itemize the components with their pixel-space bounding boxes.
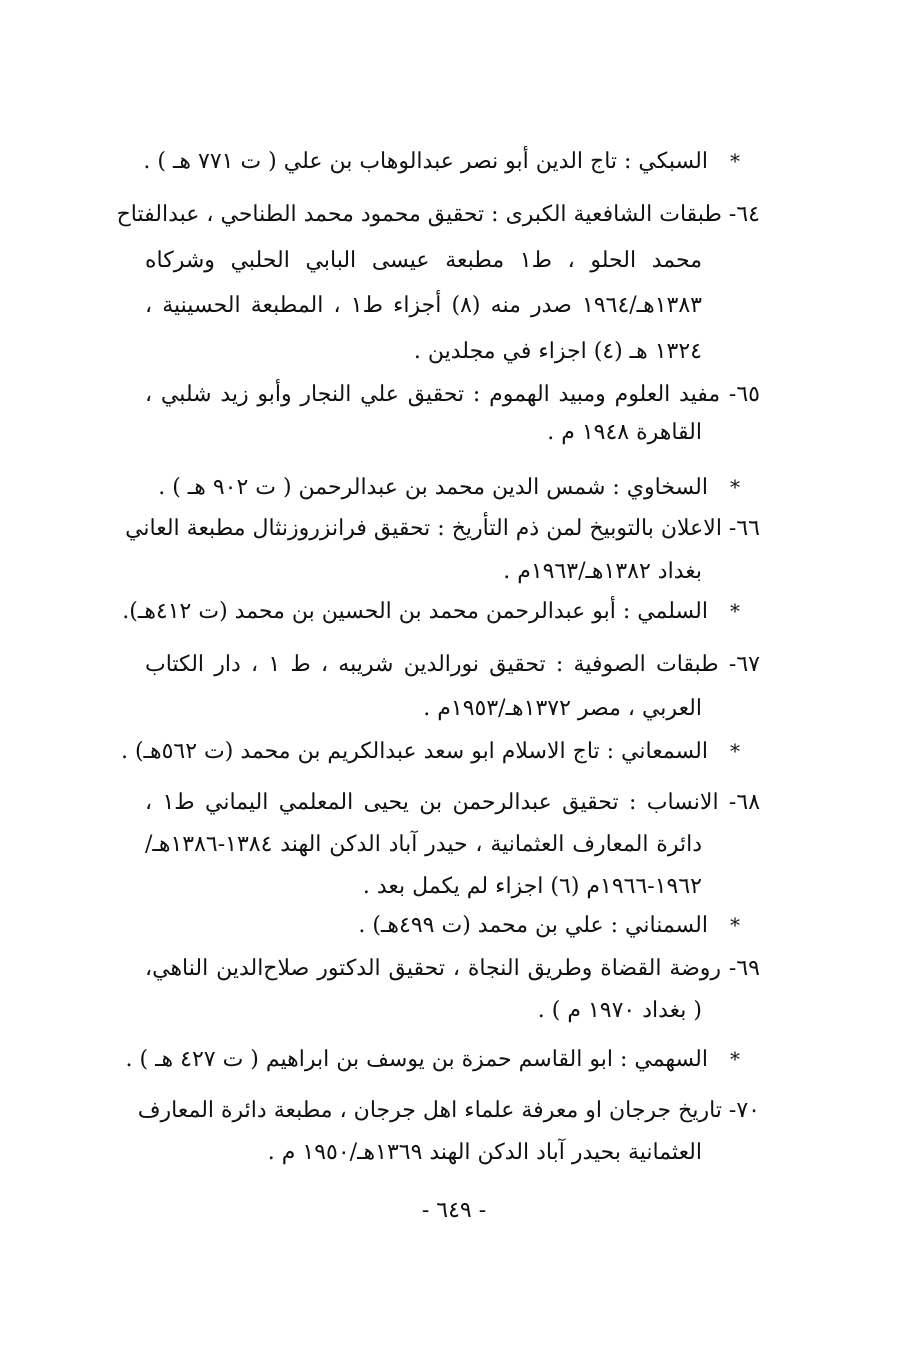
author-heading-sahmi: *السهمي : ابو القاسم حمزة بن يوسف بن ابراهيم ( ت ٤٢٧ هـ ) .	[126, 1044, 740, 1075]
author-heading-samani: *السمعاني : تاج الاسلام ابو سعد عبدالكريم بن محمد (ت ٥٦٢هـ) .	[121, 736, 740, 767]
star-bullet-icon: *	[730, 599, 740, 623]
entry-64-line-4: ١٣٢٤ هـ (٤) اجزاء في مجلدين .	[413, 339, 702, 364]
entry-65-line-2: القاهرة ١٩٤٨ م .	[547, 420, 702, 445]
entry-66-line-1: ٦٦- الاعلان بالتوبيخ لمن ذم التأريخ : تحقيق فرانزروزنثال مطبعة العاني	[125, 516, 760, 541]
entry-70-line-1: ٧٠- تاريخ جرجان او معرفة علماء اهل جرجان ، مطبعة دائرة المعارف	[137, 1098, 760, 1123]
star-bullet-icon: *	[730, 475, 740, 499]
star-bullet-icon: *	[730, 739, 740, 763]
author-heading-sulami: *السلمي : أبو عبدالرحمن محمد بن الحسين بن محمد (ت ٤١٢هـ).	[122, 596, 740, 627]
entry-64-line-1: ٦٤- طبقات الشافعية الكبرى : تحقيق محمود محمد الطناحي ، عبدالفتاح	[116, 202, 760, 227]
entry-68-line-3: ١٩٦٢-١٩٦٦م (٦) اجزاء لم يكمل بعد .	[362, 874, 702, 899]
author-heading-subki: *السبكي : تاج الدين أبو نصر عبدالوهاب بن علي ( ت ٧٧١ هـ ) .	[143, 146, 740, 177]
entry-68-line-2: دائرة المعارف العثمانية ، حيدر آباد الدكن الهند ١٣٨٤-١٣٨٦هـ/	[145, 832, 702, 857]
entry-69-line-2: ( بغداد ١٩٧٠ م ) .	[537, 998, 702, 1023]
entry-64-line-2: محمد الحلو ، ط١ مطبعة عيسى البابي الحلبي وشركاه	[145, 248, 702, 273]
author-heading-simnani: *السمناني : علي بن محمد (ت ٤٩٩هـ) .	[358, 910, 740, 941]
entry-69-line-1: ٦٩- روضة القضاة وطريق النجاة ، تحقيق الدكتور صلاح‌الدين الناهي،	[145, 956, 760, 981]
entry-68-line-1: ٦٨- الانساب : تحقيق عبدالرحمن بن يحيى المعلمي اليماني ط١ ،	[145, 790, 761, 815]
entry-67-line-2: العربي ، مصر ١٣٧٢هـ/١٩٥٣م .	[423, 696, 702, 721]
page-number: - ٦٤٩ -	[421, 1198, 487, 1223]
entry-66-line-2: بغداد ١٣٨٢هـ/١٩٦٣م .	[503, 559, 702, 584]
star-bullet-icon: *	[730, 149, 740, 173]
entry-70-line-2: العثمانية بحيدر آباد الدكن الهند ١٣٦٩هـ/١٩٥٠ م .	[267, 1140, 702, 1165]
star-bullet-icon: *	[730, 913, 740, 937]
entry-64-line-3: ١٣٨٣هـ/١٩٦٤ صدر منه (٨) أجزاء ط١ ، المطبعة الحسينية ،	[145, 293, 702, 318]
star-bullet-icon: *	[730, 1047, 740, 1071]
author-heading-sakhawi: *السخاوي : شمس الدين محمد بن عبدالرحمن ( ت ٩٠٢ هـ ) .	[158, 472, 740, 503]
entry-67-line-1: ٦٧- طبقات الصوفية : تحقيق نورالدين شريبه ، ط ١ ، دار الكتاب	[145, 652, 760, 677]
entry-65-line-1: ٦٥- مفيد العلوم ومبيد الهموم : تحقيق علي النجار وأبو زيد شلبي ،	[145, 382, 760, 407]
